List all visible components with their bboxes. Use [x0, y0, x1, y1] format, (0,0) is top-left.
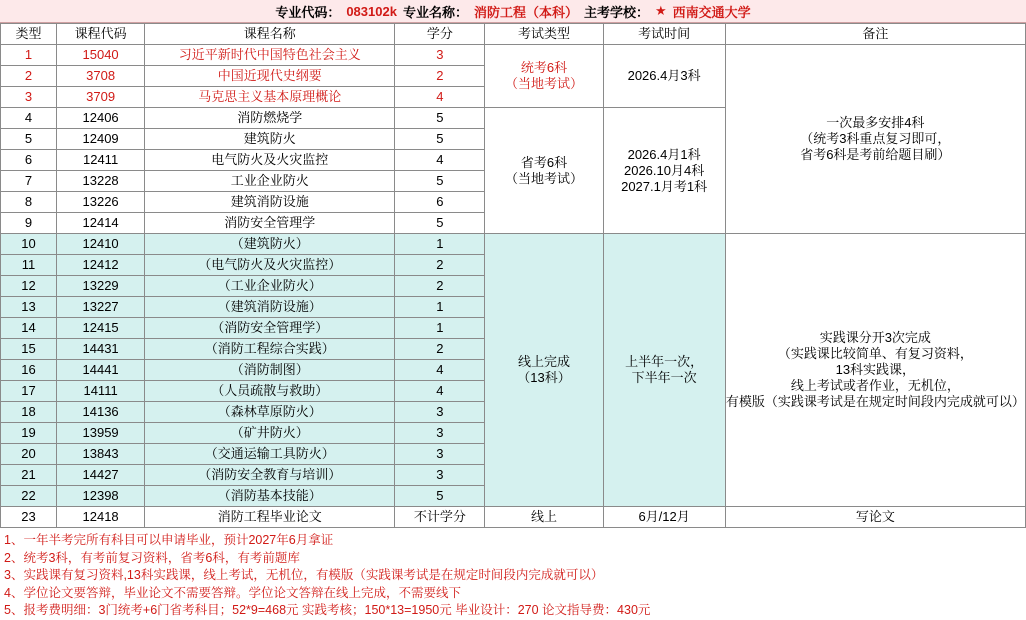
cell-exam-time: 2026.4月1科 2026.10月4科 2027.1月考1科 — [603, 108, 725, 234]
table-header-row — [1, 24, 1026, 45]
col-header-remark: 备注 — [725, 24, 1025, 45]
cell-type: 17 — [1, 381, 57, 402]
cell-type: 7 — [1, 171, 57, 192]
cell-name: 习近平新时代中国特色社会主义 — [145, 45, 395, 66]
cell-type: 8 — [1, 192, 57, 213]
cell-credit: 5 — [395, 129, 485, 150]
cell-type: 15 — [1, 339, 57, 360]
cell-name: （电气防火及火灾监控） — [145, 255, 395, 276]
cell-exam-type: 省考6科 （当地考试） — [485, 108, 603, 234]
cell-name: （消防安全管理学） — [145, 318, 395, 339]
cell-code: 13229 — [57, 276, 145, 297]
major-code-label: 专业代码： — [275, 4, 341, 20]
cell-type: 20 — [1, 444, 57, 465]
table-body — [1, 45, 1026, 528]
col-header-exam-time: 考试时间 — [603, 24, 725, 45]
cell-credit: 3 — [395, 444, 485, 465]
cell-name: （人员疏散与救助） — [145, 381, 395, 402]
cell-type: 21 — [1, 465, 57, 486]
cell-credit: 5 — [395, 213, 485, 234]
table-row — [1, 45, 1026, 66]
cell-credit: 4 — [395, 381, 485, 402]
cell-name: （建筑防火） — [145, 234, 395, 255]
notes-block — [0, 528, 1026, 620]
cell-credit: 1 — [395, 297, 485, 318]
col-header-credit: 学分 — [395, 24, 485, 45]
cell-code: 12411 — [57, 150, 145, 171]
cell-name: 马克思主义基本原理概论 — [145, 87, 395, 108]
cell-type: 23 — [1, 507, 57, 528]
col-header-type: 类型 — [1, 24, 57, 45]
cell-type: 12 — [1, 276, 57, 297]
cell-type: 18 — [1, 402, 57, 423]
cell-credit: 不计学分 — [395, 507, 485, 528]
cell-code: 12414 — [57, 213, 145, 234]
cell-name: 建筑防火 — [145, 129, 395, 150]
cell-credit: 2 — [395, 276, 485, 297]
cell-exam-type: 线上 — [485, 507, 603, 528]
cell-name: 工业企业防火 — [145, 171, 395, 192]
cell-code: 14441 — [57, 360, 145, 381]
school-value: 西南交通大学 — [672, 4, 751, 20]
cell-name: （矿井防火） — [145, 423, 395, 444]
cell-code: 12398 — [57, 486, 145, 507]
cell-exam-type: 线上完成 （13科） — [485, 234, 603, 507]
cell-code: 12409 — [57, 129, 145, 150]
cell-type: 3 — [1, 87, 57, 108]
note-line: 2、统考3科，有考前复习资料，省考6科，有考前题库 — [4, 550, 300, 565]
cell-type: 13 — [1, 297, 57, 318]
cell-credit: 1 — [395, 318, 485, 339]
cell-code: 13959 — [57, 423, 145, 444]
cell-type: 22 — [1, 486, 57, 507]
cell-credit: 4 — [395, 360, 485, 381]
note-line: 3、实践课有复习资料,13科实践课，线上考试，无机位，有模版（实践课考试是在规定时间段内完成就可以） — [4, 568, 604, 582]
cell-name: （消防基本技能） — [145, 486, 395, 507]
cell-code: 13227 — [57, 297, 145, 318]
cell-type: 19 — [1, 423, 57, 444]
cell-name: 消防燃烧学 — [145, 108, 395, 129]
cell-code: 3709 — [57, 87, 145, 108]
cell-code: 12406 — [57, 108, 145, 129]
cell-type: 1 — [1, 45, 57, 66]
cell-name: （消防安全教育与培训） — [145, 465, 395, 486]
cell-code: 14111 — [57, 381, 145, 402]
cell-exam-time: 6月/12月 — [603, 507, 725, 528]
cell-type: 9 — [1, 213, 57, 234]
cell-remark: 实践课分开3次完成 （实践课比较简单、有复习资料， 13科实践课， 线上考试或者作业，无机位， 有模版（实践课考试是在规定时间段内完成就可以） — [725, 234, 1025, 507]
cell-code: 12410 — [57, 234, 145, 255]
cell-remark: 一次最多安排4科 （统考3科重点复习即可， 省考6科是考前给题目刷） — [725, 45, 1025, 234]
cell-code: 14427 — [57, 465, 145, 486]
cell-code: 14136 — [57, 402, 145, 423]
cell-remark: 写论文 — [725, 507, 1025, 528]
course-table — [0, 23, 1026, 528]
major-name-value: 消防工程（本科） — [473, 4, 578, 20]
header-band — [0, 0, 1026, 23]
cell-code: 13843 — [57, 444, 145, 465]
cell-type: 4 — [1, 108, 57, 129]
cell-code: 3708 — [57, 66, 145, 87]
note-line: 5、报考费明细：3门统考+6门省考科目；52*9=468元 实践考核；150*13=1950元 毕业设计：270 论文指导费：430元 — [4, 603, 651, 617]
cell-credit: 3 — [395, 465, 485, 486]
cell-credit: 3 — [395, 402, 485, 423]
cell-name: 消防安全管理学 — [145, 213, 395, 234]
cell-credit: 2 — [395, 66, 485, 87]
cell-name: 电气防火及火灾监控 — [145, 150, 395, 171]
cell-code: 15040 — [57, 45, 145, 66]
cell-exam-time: 上半年一次， 下半年一次 — [603, 234, 725, 507]
cell-credit: 5 — [395, 171, 485, 192]
cell-credit: 2 — [395, 339, 485, 360]
note-line: 4、学位论文要答辩，毕业论文不需要答辩。学位论文答辩在线上完成，不需要线下 — [4, 585, 461, 600]
major-code-value: 083102k — [346, 3, 397, 19]
school-label: 主考学校： — [583, 4, 649, 20]
cell-type: 2 — [1, 66, 57, 87]
cell-exam-time: 2026.4月3科 — [603, 45, 725, 108]
col-header-code: 课程代码 — [57, 24, 145, 45]
cell-name: （消防工程综合实践） — [145, 339, 395, 360]
cell-code: 12415 — [57, 318, 145, 339]
cell-name: 中国近现代史纲要 — [145, 66, 395, 87]
cell-code: 13228 — [57, 171, 145, 192]
cell-exam-type: 统考6科 （当地考试） — [485, 45, 603, 108]
cell-code: 12412 — [57, 255, 145, 276]
cell-name: （交通运输工具防火） — [145, 444, 395, 465]
cell-credit: 4 — [395, 150, 485, 171]
col-header-name: 课程名称 — [145, 24, 395, 45]
cell-code: 13226 — [57, 192, 145, 213]
cell-type: 14 — [1, 318, 57, 339]
cell-credit: 1 — [395, 234, 485, 255]
col-header-exam-type: 考试类型 — [485, 24, 603, 45]
table-row — [1, 234, 1026, 255]
cell-type: 10 — [1, 234, 57, 255]
cell-credit: 6 — [395, 192, 485, 213]
cell-code: 14431 — [57, 339, 145, 360]
cell-credit: 5 — [395, 486, 485, 507]
cell-credit: 4 — [395, 87, 485, 108]
table-row — [1, 507, 1026, 528]
cell-credit: 5 — [395, 108, 485, 129]
cell-name: （消防制图） — [145, 360, 395, 381]
cell-credit: 2 — [395, 255, 485, 276]
cell-code: 12418 — [57, 507, 145, 528]
cell-credit: 3 — [395, 45, 485, 66]
cell-type: 6 — [1, 150, 57, 171]
cell-name: （工业企业防火） — [145, 276, 395, 297]
cell-type: 11 — [1, 255, 57, 276]
cell-name: （森林草原防火） — [145, 402, 395, 423]
cell-name: 消防工程毕业论文 — [145, 507, 395, 528]
cell-credit: 3 — [395, 423, 485, 444]
cell-type: 16 — [1, 360, 57, 381]
star-icon: ★ — [655, 3, 667, 18]
major-name-label: 专业名称： — [402, 4, 468, 20]
cell-type: 5 — [1, 129, 57, 150]
note-line: 1、一年半考完所有科目可以申请毕业，预计2027年6月拿证 — [4, 533, 334, 547]
cell-name: （建筑消防设施） — [145, 297, 395, 318]
cell-name: 建筑消防设施 — [145, 192, 395, 213]
